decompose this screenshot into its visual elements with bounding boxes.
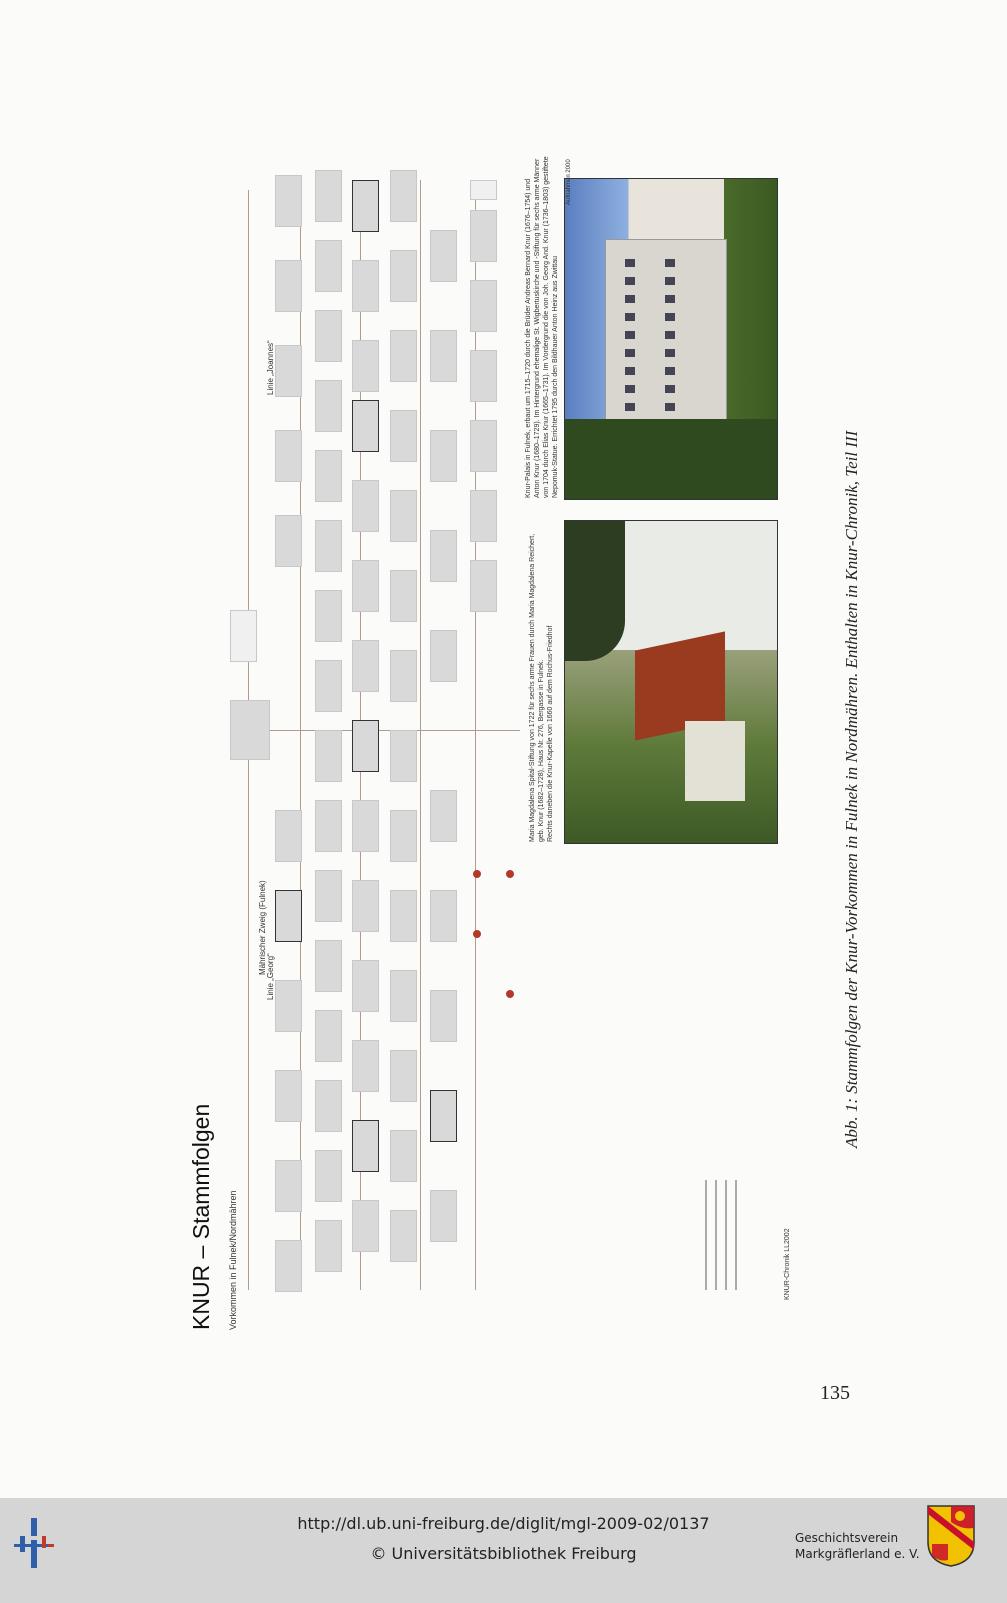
tree-node <box>315 450 342 502</box>
tree-node <box>352 880 379 932</box>
tree-node <box>315 310 342 362</box>
tree-node <box>390 410 417 462</box>
tree-node <box>275 1240 302 1292</box>
legend-line <box>705 1180 707 1290</box>
tree-node <box>315 170 342 222</box>
tree-node <box>430 230 457 282</box>
photo-spital-stiftung <box>564 520 778 844</box>
tree-node <box>430 990 457 1042</box>
tree-node <box>275 890 302 942</box>
tree-node <box>315 1150 342 1202</box>
tree-node-root <box>230 700 270 760</box>
tree-node <box>315 240 342 292</box>
tree-node <box>430 330 457 382</box>
tree-node <box>470 490 497 542</box>
tree-node <box>275 1070 302 1122</box>
photo-trees-shape <box>565 419 777 499</box>
tree-node <box>430 1190 457 1242</box>
tree-node <box>390 570 417 622</box>
photo-windows <box>625 259 635 419</box>
tree-node <box>275 980 302 1032</box>
caption-line: Knur-Palais in Fulnek, erbaut um 1715–1720 durch die Brüder Andreas Bernard Knur (1676–1754) und <box>525 178 532 498</box>
tree-node <box>390 1050 417 1102</box>
photo-windows <box>665 259 675 419</box>
tree-node <box>390 1210 417 1262</box>
tree-node <box>430 530 457 582</box>
tree-node <box>352 640 379 692</box>
tree-node <box>430 890 457 942</box>
tree-node <box>352 480 379 532</box>
tree-node <box>390 730 417 782</box>
tree-node <box>275 810 302 862</box>
photo-tree-shape <box>565 521 625 661</box>
figure-caption: Abb. 1: Stammfolgen der Knur-Vorkommen in Fulnek in Nordmähren. Enthalten in Knur-Chronik, Teil III <box>842 430 861 1148</box>
chronicle-reference: KNUR-Chronik LL2002 <box>784 1228 791 1300</box>
marker-badge <box>506 870 514 878</box>
tree-node <box>390 650 417 702</box>
tree-node <box>275 515 302 567</box>
tree-node <box>352 960 379 1012</box>
tree-node <box>470 280 497 332</box>
tree-node <box>390 170 417 222</box>
page-subtitle: Vorkommen in Fulnek/Nordmähren <box>228 1190 238 1330</box>
caption-line: Rechts daneben die Knur-Kapelle von 1660 auf dem Rochus-Friedhof <box>547 625 554 842</box>
tree-node <box>352 1120 379 1172</box>
tree-node <box>352 400 379 452</box>
tree-connector <box>420 180 421 1290</box>
tree-node <box>315 940 342 992</box>
tree-node <box>390 490 417 542</box>
tree-node <box>315 380 342 432</box>
caption-line: Maria Magdalena Spital-Stiftung von 1722 für sechs arme Frauen durch Maria Magdalena Reichert, <box>529 533 536 842</box>
marker-badge <box>506 990 514 998</box>
tree-node <box>352 1200 379 1252</box>
tree-node <box>315 590 342 642</box>
tree-node <box>470 180 497 200</box>
tree-node <box>352 260 379 312</box>
org-name-line: Geschichtsverein <box>795 1531 899 1545</box>
tree-connector <box>475 180 476 1290</box>
footer-copyright: © Universitätsbibliothek Freiburg <box>370 1544 637 1563</box>
tree-node <box>315 660 342 712</box>
tree-node <box>390 970 417 1022</box>
tree-node <box>470 420 497 472</box>
caption-line: Anton Knur (1680–1729). Im Hintergrund ehemalige St. Wigbertuskirche und -Stiftung für sechs arme Männer <box>534 158 541 498</box>
tree-node <box>352 180 379 232</box>
photo-wall-shape <box>685 721 745 801</box>
tree-node <box>315 870 342 922</box>
tree-node <box>352 1040 379 1092</box>
tree-node <box>315 1080 342 1132</box>
tree-node <box>352 800 379 852</box>
tree-node <box>315 1010 342 1062</box>
caption-line: Nepomuk-Statue. Errichtet 1795 durch den Bildhauer Anton Heinz aus Zwittau <box>552 255 559 498</box>
page-number: 135 <box>820 1382 850 1404</box>
tree-node <box>275 260 302 312</box>
tree-node <box>430 630 457 682</box>
legend-line <box>715 1180 717 1290</box>
tree-node <box>430 430 457 482</box>
footer-bar <box>0 1498 1007 1603</box>
footer-url-link[interactable]: http://dl.ub.uni-freiburg.de/diglit/mgl-2009-02/0137 <box>297 1514 710 1533</box>
tree-node <box>352 720 379 772</box>
branch-label-joannes: Linie „Joannes“ <box>266 340 275 395</box>
tree-node <box>390 890 417 942</box>
photo-credit: Aufnahmen 2000 <box>566 159 572 205</box>
tree-node <box>390 1130 417 1182</box>
branch-label-georg: Linie „Georg“ <box>266 953 275 1000</box>
tree-node <box>390 250 417 302</box>
markgraeflerland-crest-icon <box>926 1504 976 1573</box>
tree-node <box>275 430 302 482</box>
branch-label-main: Mährischer Zweig (Fulnek) <box>258 880 267 975</box>
marker-badge <box>473 870 481 878</box>
marker-badge <box>473 930 481 938</box>
tree-node <box>315 520 342 572</box>
tree-node <box>352 560 379 612</box>
tree-node <box>430 790 457 842</box>
page-title: KNUR – Stammfolgen <box>188 1103 214 1330</box>
caption-line: geb. Knur (1682–1728), Haus Nr. 276, Bergasse in Fulnek. <box>538 659 545 842</box>
tree-node <box>275 1160 302 1212</box>
tree-node <box>230 610 257 662</box>
footer-organization <box>795 1530 920 1562</box>
photo-knur-palais <box>564 178 778 500</box>
tree-node <box>470 350 497 402</box>
tree-node <box>390 810 417 862</box>
tree-node <box>315 1220 342 1272</box>
legend-line <box>725 1180 727 1290</box>
tree-node <box>470 560 497 612</box>
tree-node <box>275 175 302 227</box>
tree-node <box>352 340 379 392</box>
legend-line <box>735 1180 737 1290</box>
family-tree <box>230 170 520 1300</box>
tree-node <box>315 800 342 852</box>
photo-left-caption <box>528 534 555 842</box>
tree-node <box>390 330 417 382</box>
photo-right-caption <box>524 156 560 498</box>
org-name-line: Markgräflerland e. V. <box>795 1547 920 1561</box>
tree-node <box>470 210 497 262</box>
caption-line: von 1704 durch Elias Knur (1665–1731). Im Vordergrund die von Joh. Georg And. Knur (1736–1803) gestiftete <box>543 156 550 498</box>
tree-node <box>275 345 302 397</box>
tree-node <box>315 730 342 782</box>
legend-block <box>705 1180 765 1300</box>
tree-node <box>430 1090 457 1142</box>
